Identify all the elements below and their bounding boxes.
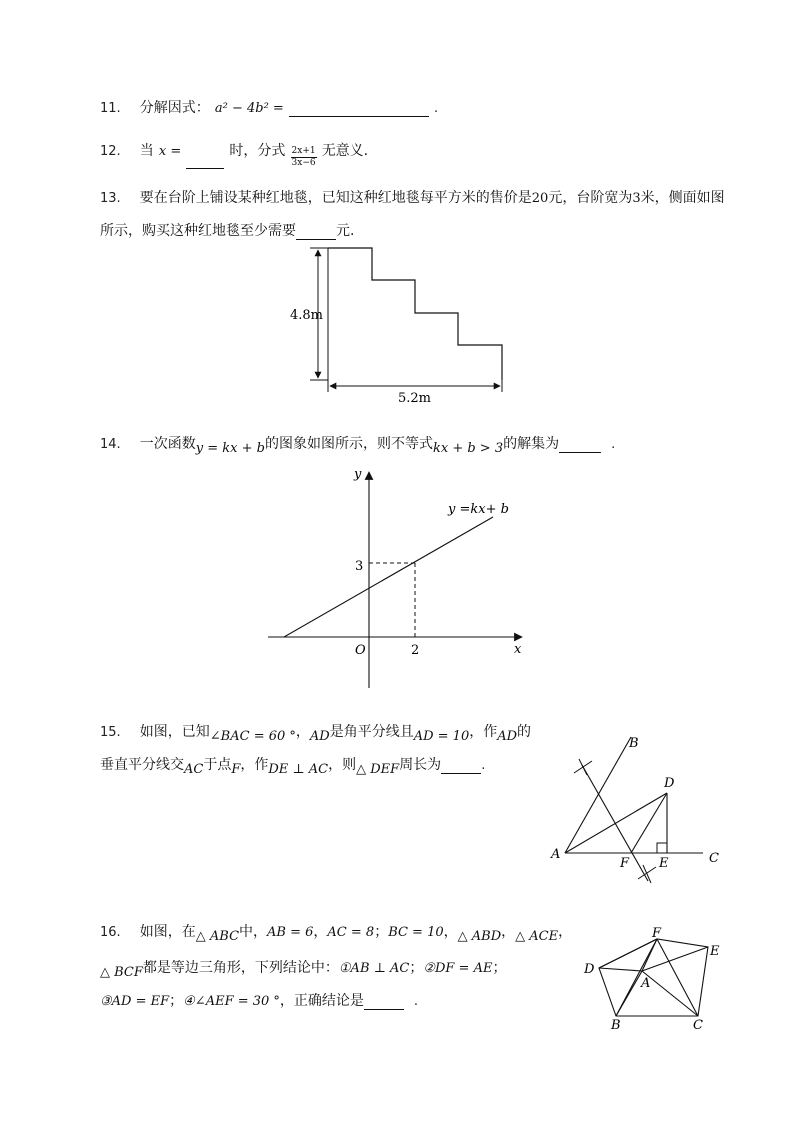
label-A: A xyxy=(641,976,651,991)
question-number: 12. xyxy=(100,144,121,159)
segment-AC xyxy=(642,971,698,1016)
separator: ， xyxy=(313,924,328,940)
question-text: 垂直平分线交 xyxy=(100,757,184,773)
triangle-ACE: △ ACE xyxy=(515,929,559,944)
question-text: ，作 xyxy=(469,724,498,740)
label-F: F xyxy=(652,926,662,941)
segment-AD xyxy=(565,793,667,853)
period: . xyxy=(611,437,616,452)
segment-DF xyxy=(631,793,667,853)
question-text: 米，侧面如图 xyxy=(640,190,725,206)
y-axis-label: y xyxy=(354,467,362,482)
point-F: F xyxy=(231,762,241,777)
perpendicular-bisector xyxy=(582,765,648,881)
answer-blank[interactable] xyxy=(364,995,404,1010)
question-text: 是角平分线且 xyxy=(329,724,414,740)
label-D: D xyxy=(584,962,595,977)
perpendicular-expression: DE ⊥ AC xyxy=(268,762,329,777)
answer-blank[interactable] xyxy=(186,154,224,169)
question-text: 元. xyxy=(336,223,355,239)
arc-mark-top xyxy=(574,759,592,775)
question-text: 周长为 xyxy=(399,757,442,773)
label-E: E xyxy=(710,944,720,959)
label-B: B xyxy=(611,1018,621,1033)
label-F: F xyxy=(620,856,630,871)
ray-AB xyxy=(565,737,631,853)
question-text: 无意义. xyxy=(321,143,369,159)
question-number: 16. xyxy=(100,925,121,940)
answer-blank[interactable] xyxy=(289,102,429,117)
length-expression: AD = 10 xyxy=(413,729,470,744)
label-B: B xyxy=(629,736,639,751)
question-16 xyxy=(100,921,573,944)
question-number: 14. xyxy=(100,437,121,452)
question-text: ， xyxy=(295,724,310,740)
segment-CF xyxy=(657,939,698,1016)
answer-blank[interactable] xyxy=(296,225,336,240)
label-D: D xyxy=(664,776,675,791)
question-15-line-2 xyxy=(100,754,486,777)
segment-AD: AD xyxy=(497,729,518,744)
question-text: 的图象如图所示，则不等式 xyxy=(264,436,433,452)
length-BC: BC = 10 xyxy=(388,925,444,940)
angle-expression: ∠BAC = 60 ° xyxy=(209,729,296,744)
question-13-line-2 xyxy=(100,220,354,240)
separator: ； xyxy=(374,924,389,940)
conclusion-1: ①AB ⊥ AC xyxy=(338,961,410,976)
question-16-line-3 xyxy=(100,990,418,1010)
separator: ， xyxy=(501,924,516,940)
fraction-numerator: 2x+1 xyxy=(291,146,316,156)
price-value: 20 xyxy=(531,191,549,206)
segment-AC: AC xyxy=(184,762,204,777)
stairs-outline xyxy=(328,248,502,380)
question-text: 分解因式： xyxy=(139,100,210,116)
y-tick-label: 3 xyxy=(355,559,364,574)
separator: ； xyxy=(409,960,424,976)
segment-DF xyxy=(599,939,657,968)
equilateral-triangles-figure xyxy=(578,925,728,1035)
conclusion-4: ④∠AEF = 30 ° xyxy=(183,994,280,1009)
period: . xyxy=(413,994,419,1009)
question-text: 当 xyxy=(139,143,154,159)
label-C: C xyxy=(693,1018,703,1033)
conclusion-2: ②DF = AE xyxy=(423,961,493,976)
separator: ； xyxy=(492,960,507,976)
question-number: 13. xyxy=(100,191,121,206)
segment-AD: AD xyxy=(309,729,330,744)
x-tick-label: 2 xyxy=(411,643,420,658)
question-12 xyxy=(100,132,368,169)
question-text: 中， xyxy=(239,924,268,940)
origin-label: O xyxy=(355,643,366,658)
question-text: 如图，在 xyxy=(139,924,196,940)
line-equation-label: y =kx+ b xyxy=(448,502,509,517)
question-11 xyxy=(100,97,438,117)
expression: a² − 4b² = xyxy=(214,101,284,116)
answer-blank[interactable] xyxy=(559,438,601,453)
label-E: E xyxy=(659,856,669,871)
question-text: 元，台阶宽为 xyxy=(548,190,633,206)
question-text: 都是等边三角形，下列结论中： xyxy=(142,960,339,976)
x-axis-label: x xyxy=(514,642,522,657)
question-text: 于点 xyxy=(203,757,232,773)
width-label: 5.2m xyxy=(398,391,432,406)
period: . xyxy=(481,758,486,773)
stairs-figure xyxy=(280,240,520,410)
angle-bisector-figure xyxy=(545,725,725,895)
expression: x = xyxy=(158,144,182,159)
question-number: 15. xyxy=(100,725,121,740)
question-16-line-2 xyxy=(100,957,507,980)
length-AC: AC = 8 xyxy=(327,925,375,940)
question-13 xyxy=(100,187,725,207)
fraction-denominator: 3x−6 xyxy=(291,158,316,168)
question-text: 的 xyxy=(517,724,532,740)
question-text: 的解集为 xyxy=(503,436,560,452)
question-text: 要在台阶上铺设某种红地毯，已知这种红地毯每平方米的售价是 xyxy=(139,190,532,206)
question-text: 一次函数 xyxy=(139,436,196,452)
triangle-DEF: △ DEF xyxy=(356,762,400,777)
question-text: 如图，已知 xyxy=(139,724,210,740)
width-value: 3 xyxy=(632,191,641,206)
question-text: ，作 xyxy=(240,757,269,773)
question-text: 所示，购买这种红地毯至少需要 xyxy=(100,223,296,239)
question-15 xyxy=(100,721,532,744)
question-number: 11. xyxy=(100,101,121,116)
separator: ， xyxy=(443,924,458,940)
length-AB: AB = 6 xyxy=(267,925,314,940)
segment-AD xyxy=(599,968,642,971)
triangle-ABC: △ ABC xyxy=(195,929,240,944)
height-label: 4.8m xyxy=(290,308,324,323)
period: . xyxy=(434,101,439,116)
triangle-ABD: △ ABD xyxy=(457,929,502,944)
question-text: ，正确结论是 xyxy=(279,993,364,1009)
function-line xyxy=(284,517,493,637)
answer-blank[interactable] xyxy=(441,759,481,774)
inequality-expression: kx + b > 3 xyxy=(432,441,504,456)
question-14 xyxy=(100,433,616,456)
triangle-BCF: △ BCF xyxy=(100,965,143,980)
conclusion-3: ③AD = EF xyxy=(100,994,170,1009)
fraction xyxy=(291,146,317,169)
linear-function-graph xyxy=(260,460,540,695)
right-angle-mark xyxy=(657,843,667,853)
separator: ； xyxy=(169,993,184,1009)
separator: ， xyxy=(558,924,573,940)
function-expression: y = kx + b xyxy=(195,441,265,456)
label-A: A xyxy=(551,847,561,862)
question-text: ，则 xyxy=(328,757,357,773)
label-C: C xyxy=(709,851,719,866)
question-text: 时，分式 xyxy=(229,143,286,159)
